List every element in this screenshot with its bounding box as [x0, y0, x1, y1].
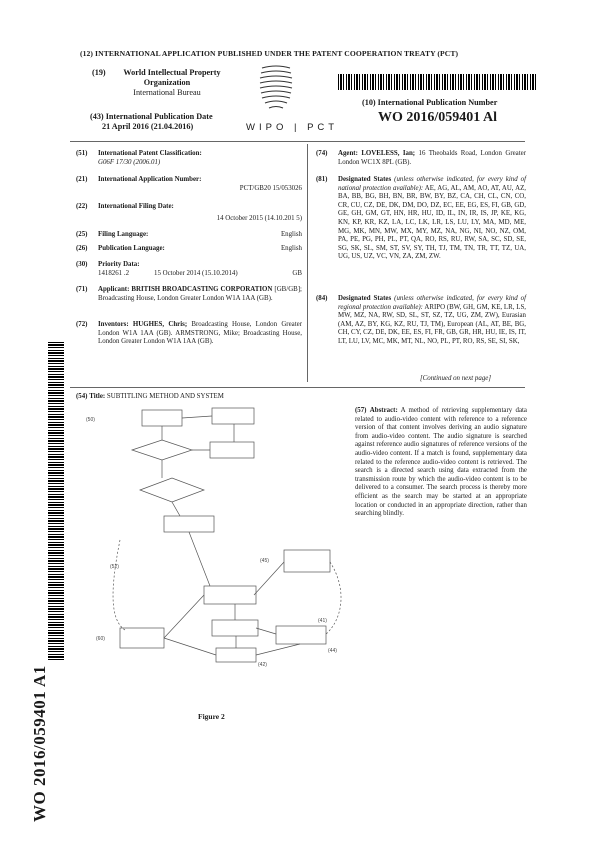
field-num: (81) [316, 176, 328, 183]
diagram-label-50: (50) [86, 417, 95, 423]
field-value: ARIPO (BW, GH, GM, KE, LR, LS, MW, MZ, NA, RW, SD, SL, ST, SZ, TZ, UG, ZM, ZW), Eurasian (AM, AZ, BY, KG, KZ, RU, TJ, TM), European (AL, AT, BE, BG, CH, CY, CZ, DE, DK, EE, ES, FI, FR, GB, GR, HR, HU, IE, IS, IT, LT, LU, LV, MC, MK, MT, NL, NO, PL, PT, RO, RS, SE, SI, SK, [338, 303, 527, 345]
title-label: Title: [89, 393, 106, 400]
field-label: Designated States [338, 295, 392, 302]
field-label: Publication Language: [98, 245, 165, 252]
abstract-num: (57) [355, 407, 367, 414]
field-label: Designated States [338, 176, 392, 183]
document-type-heading: (12) INTERNATIONAL APPLICATION PUBLISHED UNDER THE PATENT COOPERATION TREATY (PCT) [80, 49, 459, 58]
field-25 [76, 231, 302, 240]
diagram-label-52: (52) [110, 564, 119, 570]
title-num: (54) [76, 393, 88, 400]
diagram-decision [132, 440, 192, 460]
field-num: (22) [76, 203, 88, 210]
pub-number-label: (10) International Publication Number [362, 98, 498, 107]
column-divider [307, 144, 308, 382]
diagram-label-44: (44) [328, 648, 337, 654]
field-label: Inventors: HUGHES, Chris; [98, 321, 188, 328]
wipo-pct-wordmark: WIPO | PCT [246, 122, 339, 133]
diagram-box [276, 626, 326, 644]
field-num: (30) [76, 261, 88, 268]
field-21 [76, 176, 302, 193]
field-label: International Patent Classification: [98, 150, 202, 157]
field-value: [GB/GB]; Broadcasting House, London Greater London W1A 1AA (GB). [98, 286, 302, 302]
figure-caption: Figure 2 [198, 712, 225, 721]
field-num: (25) [76, 231, 88, 238]
diagram-box [142, 410, 182, 426]
field-value: 16 Theobalds Road, London Greater London WC1X 8PL (GB). [338, 150, 526, 166]
abstract-label: Abstract: [369, 407, 398, 414]
figure-2-diagram [80, 390, 350, 695]
diagram-label-41: (41) [318, 618, 327, 624]
org-name-line1: World Intellectual Property [123, 68, 221, 77]
field-22 [76, 203, 302, 223]
field-81 [316, 176, 526, 262]
field-value: PCT/GB20 15/053026 [239, 184, 302, 192]
field-num: (72) [76, 321, 88, 328]
header-divider [70, 141, 525, 142]
diagram-box [216, 648, 256, 662]
field-num: (84) [316, 295, 328, 302]
field-label: Agent: LOVELESS, Ian; [338, 150, 416, 157]
field-72 [76, 321, 302, 347]
field-value: AE, AG, AL, AM, AO, AT, AU, AZ, BA, BB, BG, BH, BN, BR, BW, BY, BZ, CA, CH, CL, CN, CO, CR, CU, CZ, DE, DK, DM, DO, DZ, EC, EE, EG, ES, FI, GB, GD, GE, GH, GM, GT, HN, HR, HU, ID, IL, IN, IR, IS, JP, KE, KG, KN, KP, KR, KZ, LA, LC, LK, LR, LS, LU, LY, MA, MD, ME, MG, MK, MN, MW, MX, MY, MZ, NA, NG, NI, NO, NZ, OM, PA, PE, PG, PH, PL, PT, QA, RO, RS, RU, RW, SA, SC, SD, SE, SG, SK, SL, SM, ST, SV, SY, TH, TJ, TM, TN, TR, TT, TZ, UA, UG, US, UZ, VC, VN, ZA, ZM, ZW. [338, 184, 526, 261]
priority-country: GB [292, 269, 302, 277]
field-value: Broadcasting House, London Greater London W1A 1AA (GB). ARMSTRONG, Mike; Broadcasting House, London Greater London W1A 1AA (GB). [98, 321, 302, 346]
diagram-decision [140, 478, 204, 502]
continued-note: [Continued on next page] [420, 375, 492, 382]
field-30 [76, 261, 302, 279]
field-label: Priority Data: [98, 261, 140, 268]
bureau-name: International Bureau [133, 88, 201, 97]
field-label: International Application Number: [98, 176, 202, 183]
side-publication-number: WO 2016/059401 A1 [30, 665, 49, 822]
pub-date-value: 21 April 2016 (21.04.2016) [102, 122, 194, 131]
field-num: (21) [76, 176, 88, 183]
pub-date-num: (43) [90, 112, 104, 121]
org-num: (19) [92, 68, 106, 77]
field-26 [76, 245, 302, 254]
field-label: Filing Language: [98, 231, 149, 238]
wipo-logo-icon [256, 62, 296, 118]
abstract-text: A method of retrieving supplementary data related to audio-video content with reference to a reference version of that content involves deriving an audio signature from audio-video content. The audio signature is searched against reference audio signatures of reference versions of the audio-video content. If a match is found, supplementary data related to the reference audio-video content is retrieved. The search is a directed search using data extracted from the transmission route by which the audio-video content is to be delivered to a consumer. The search process is thereby more efficient as the search may be started at an appropriate location or conducted in an appropriate direction, rather than searching blindly. [355, 407, 527, 518]
field-74 [316, 150, 526, 167]
abstract-block [355, 407, 527, 519]
pub-date-label: International Publication Date [105, 112, 213, 121]
diagram-label-42: (42) [258, 662, 267, 668]
field-value: 14 October 2015 (14.10.201 5) [216, 214, 302, 222]
field-label: Applicant: BRITISH BROADCASTING CORPORATION [98, 286, 273, 293]
field-value: English [280, 245, 302, 252]
priority-date: 15 October 2014 (15.10.2014) [154, 269, 238, 277]
priority-number: 1418261 .2 [98, 269, 130, 277]
field-value: English [280, 231, 302, 238]
field-value: G06F 17/30 (2006.01) [98, 158, 161, 166]
diagram-box [210, 442, 254, 458]
field-num: (26) [76, 245, 88, 252]
field-num: (51) [76, 150, 88, 157]
side-barcode [48, 340, 64, 660]
field-71 [76, 286, 302, 303]
field-51 [76, 150, 302, 167]
diagram-label-45: (45) [260, 558, 269, 564]
field-note: (unless otherwise indicated, for every kind of national protection available): [338, 176, 526, 192]
diagram-box [212, 620, 258, 636]
field-label: International Filing Date: [98, 203, 174, 210]
org-name-line2: Organization [143, 78, 191, 87]
header-barcode [338, 74, 538, 90]
field-num: (71) [76, 286, 88, 293]
diagram-box [120, 628, 164, 648]
diagram-box [164, 516, 214, 532]
field-note: (unless otherwise indicated, for every kind of regional protection available): [338, 295, 526, 311]
org-block [92, 68, 242, 98]
pub-date-block [90, 112, 240, 132]
diagram-box [204, 586, 256, 604]
title-divider [70, 387, 525, 388]
pub-number: WO 2016/059401 Al [378, 110, 498, 125]
field-84 [316, 295, 526, 347]
diagram-box [284, 550, 330, 572]
title-value: SUBTITLING METHOD AND SYSTEM [106, 393, 224, 400]
field-num: (74) [316, 150, 328, 157]
diagram-label-60: (60) [96, 636, 105, 642]
diagram-box [212, 408, 254, 424]
